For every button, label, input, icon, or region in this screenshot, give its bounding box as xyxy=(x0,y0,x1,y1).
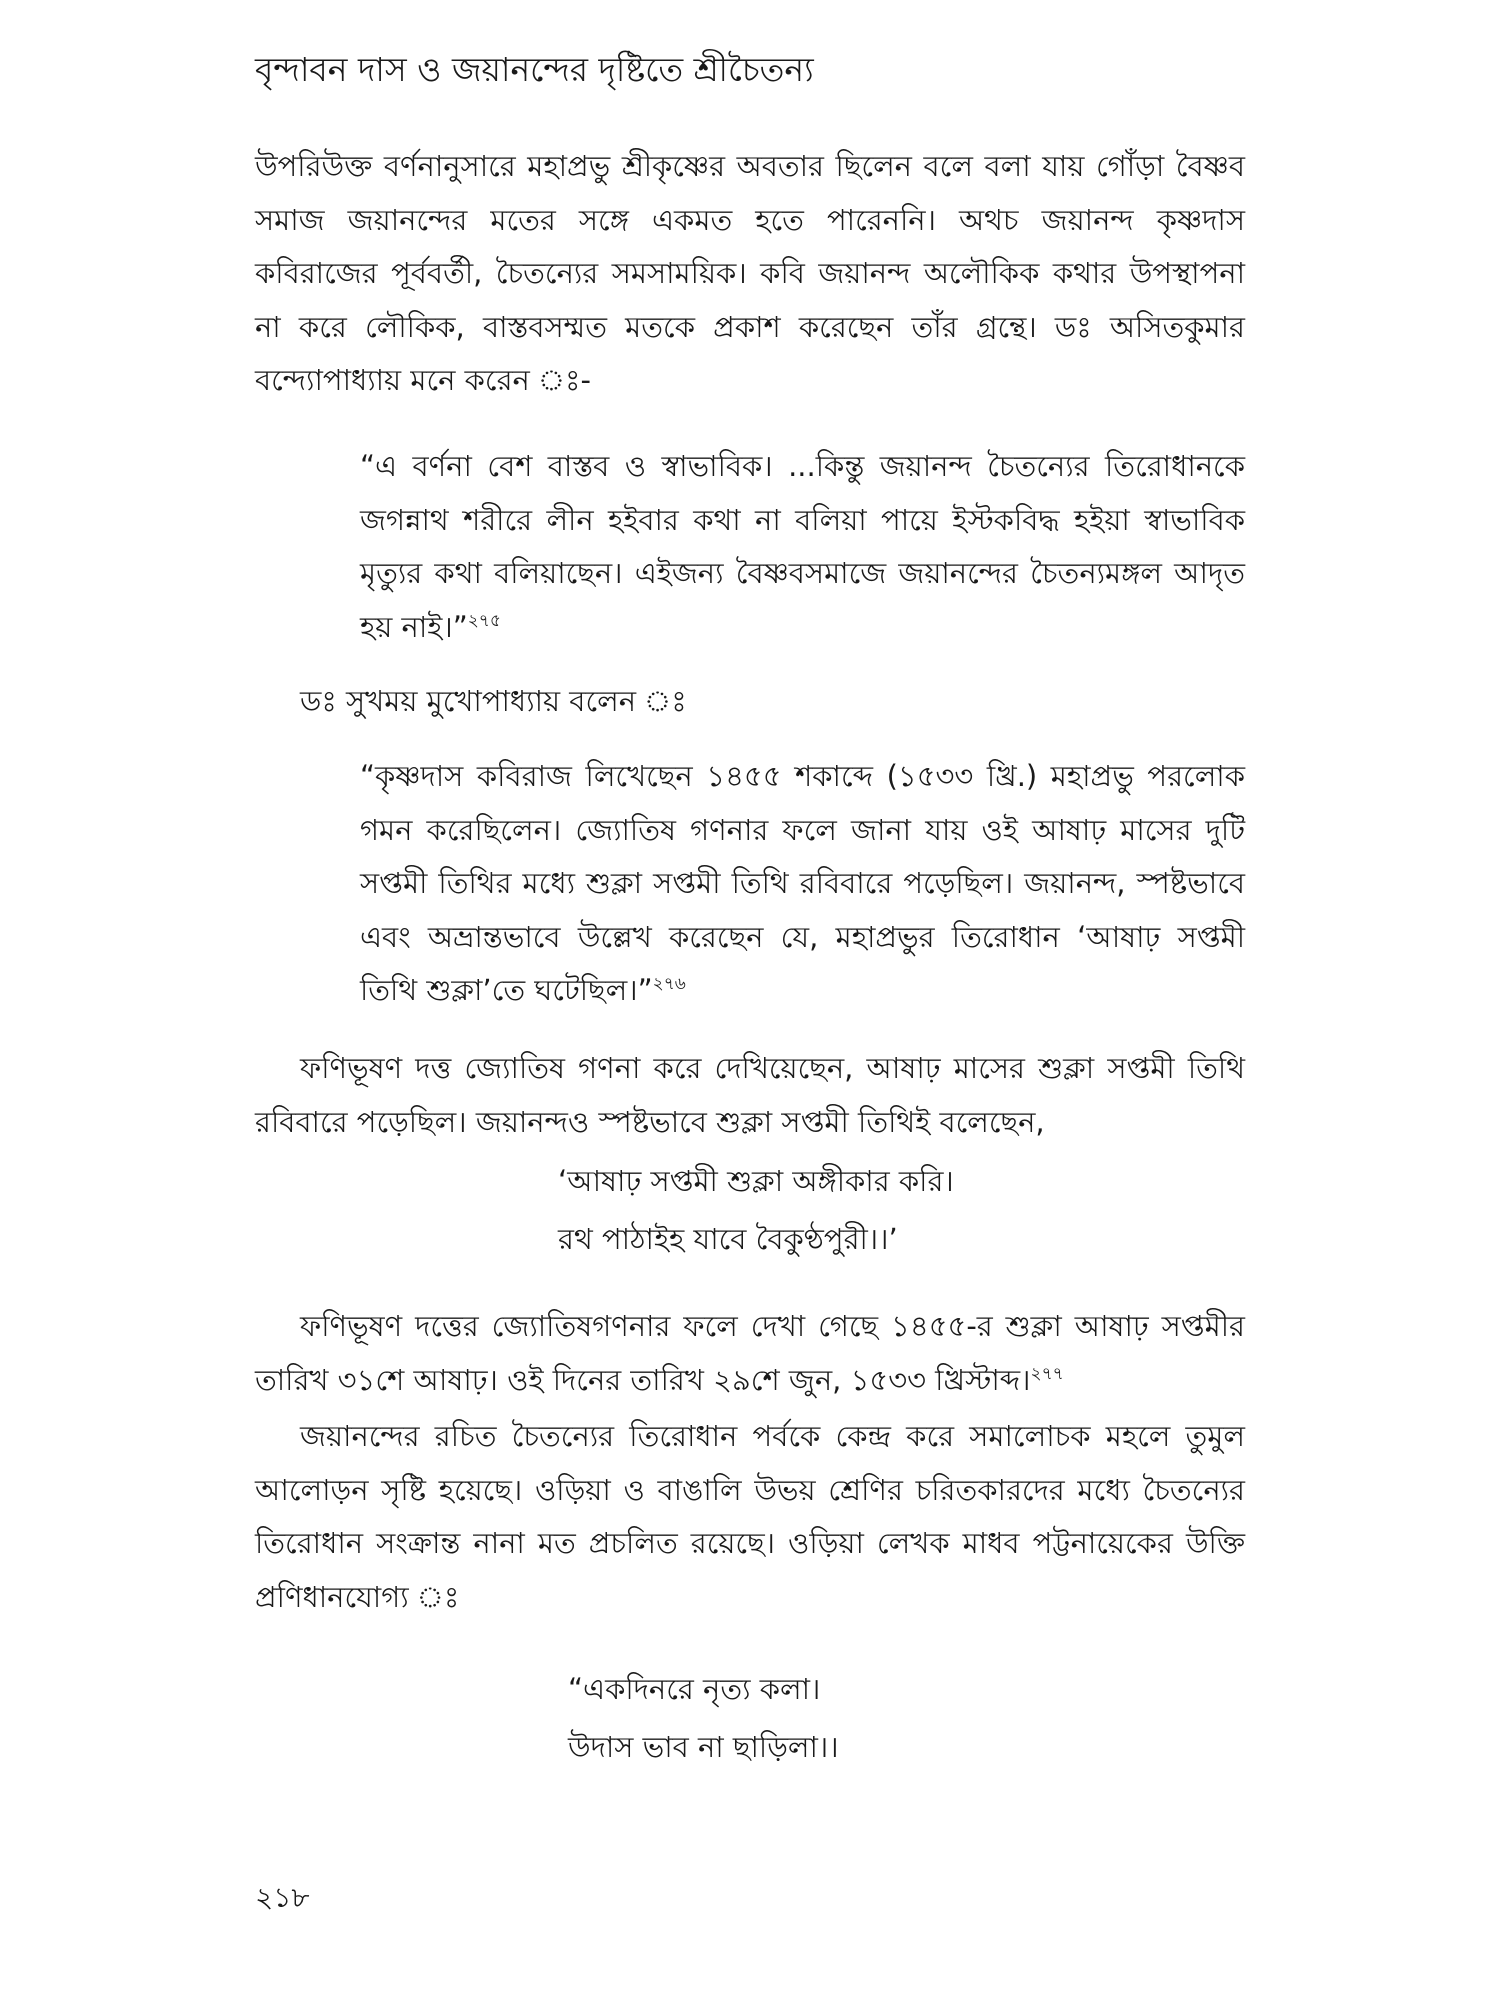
verse-line: রথ পাঠাইহ যাবে বৈকুণ্ঠপুরী।।’ xyxy=(558,1222,898,1256)
block-quote-2-text: “কৃষ্ণদাস কবিরাজ লিখেছেন ১৪৫৫ শকাব্দে (১৫৩৩ খ্রি.) মহাপ্রভু পরলোক গমন করেছিলেন। জ্যোতিষ গণনার ফলে জানা যায় ওই আষাঢ় মাসের দুটি সপ্তমী তিথির মধ্যে শুক্লা সপ্তমী তিথি রবিবারে পড়েছিল। জয়ানন্দ, স্পষ্টভাবে এবং অভ্রান্তভাবে উল্লেখ করেছেন যে, মহাপ্রভুর তিরোধান ‘আষাঢ় সপ্তমী তিথি শুক্লা’তে ঘটেছিল।” xyxy=(360,759,1245,1007)
paragraph-3-text: ফণিভূষণ দত্তের জ্যোতিষগণনার ফলে দেখা গেছে ১৪৫৫-র শুক্লা আষাঢ় সপ্তমীর তারিখ ৩১শে আষাঢ়। ওই দিনের তারিখ ২৯শে জুন, ১৫৩৩ খ্রিস্টাব্দ। xyxy=(255,1309,1245,1397)
running-title: বৃন্দাবন দাস ও জয়ানন্দের দৃষ্টিতে শ্রীচৈতন্য xyxy=(255,50,814,89)
verse-block-1 xyxy=(0,1152,1500,1268)
verse-line: “একদিনরে নৃত্য কলা। xyxy=(568,1672,821,1706)
block-quote-2 xyxy=(360,750,1245,1018)
paragraph-1-text: উপরিউক্ত বর্ণনানুসারে মহাপ্রভু শ্রীকৃষ্ণের অবতার ছিলেন বলে বলা যায় গোঁড়া বৈষ্ণব সমাজ জয়ানন্দের মতের সঙ্গে একমত হতে পারেননি। অথচ জয়ানন্দ কৃষ্ণদাস কবিরাজের পূর্ববর্তী, চৈতন্যের সমসাময়িক। কবি জয়ানন্দ অলৌকিক কথার উপস্থাপনা না করে লৌকিক, বাস্তবসম্মত মতকে প্রকাশ করেছেন তাঁর গ্রন্থে। ডঃ অসিতকুমার বন্দ্যোপাধ্যায় মনে করেন ঃ- xyxy=(255,149,1246,397)
paragraph-4 xyxy=(255,1410,1245,1624)
verse-block-2 xyxy=(0,1660,1500,1776)
footnote-ref-277: ২৭৭ xyxy=(1030,1363,1064,1384)
quote-intro xyxy=(300,675,1200,729)
paragraph-4-text: জয়ানন্দের রচিত চৈতন্যের তিরোধান পর্বকে কেন্দ্র করে সমালোচক মহলে তুমুল আলোড়ন সৃষ্টি হয়েছে। ওড়িয়া ও বাঙালি উভয় শ্রেণির চরিতকারদের মধ্যে চৈতন্যের তিরোধান সংক্রান্ত নানা মত প্রচলিত রয়েছে। ওড়িয়া লেখক মাধব পট্টনায়েকের উক্তি প্রণিধানযোগ্য ঃ xyxy=(255,1419,1245,1614)
block-quote-1-text: “এ বর্ণনা বেশ বাস্তব ও স্বাভাবিক। ...কিন্তু জয়ানন্দ চৈতন্যের তিরোধানকে জগন্নাথ শরীরে লীন হইবার কথা না বলিয়া পায়ে ইস্টকবিদ্ধ হইয়া স্বাভাবিক মৃত্যুর কথা বলিয়াছেন। এইজন্য বৈষ্ণবসমাজে জয়ানন্দের চৈতন্যমঙ্গল আদৃত হয় নাই।” xyxy=(360,449,1245,644)
page-number: ২১৮ xyxy=(255,1881,310,1914)
paragraph-1 xyxy=(255,140,1245,408)
quote-intro-text: ডঃ সুখময় মুখোপাধ্যায় বলেন ঃ xyxy=(300,684,687,718)
verse-line: উদাস ভাব না ছাড়িলা।। xyxy=(568,1730,839,1764)
paragraph-2-text: ফণিভূষণ দত্ত জ্যোতিষ গণনা করে দেখিয়েছেন, আষাঢ় মাসের শুক্লা সপ্তমী তিথি রবিবারে পড়েছিল। জয়ানন্দও স্পষ্টভাবে শুক্লা সপ্তমী তিথিই বলেছেন, xyxy=(255,1051,1245,1139)
block-quote-1 xyxy=(360,440,1245,654)
verse-line: ‘আষাঢ় সপ্তমী শুক্লা অঙ্গীকার করি। xyxy=(558,1164,954,1198)
paragraph-3 xyxy=(255,1300,1245,1407)
paragraph-2 xyxy=(255,1042,1245,1149)
footnote-ref-275: ২৭৫ xyxy=(467,610,501,631)
footnote-ref-276: ২৭৬ xyxy=(652,974,686,994)
